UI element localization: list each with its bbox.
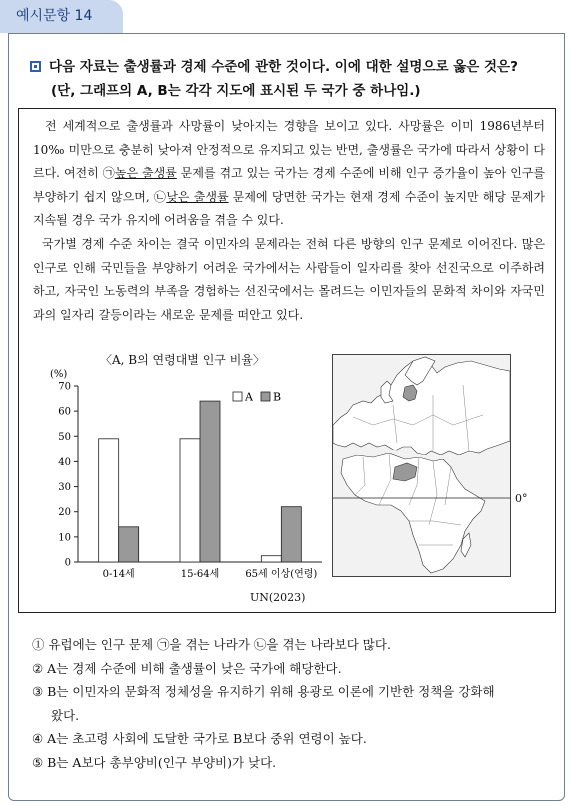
chart-source: UN(2023) xyxy=(250,591,306,604)
age-structure-bar-chart xyxy=(40,366,330,588)
y-tick-label: 70 xyxy=(58,381,71,393)
bar-b-1 xyxy=(119,527,139,562)
passage-text: 문제에 당면한 국가는 현재 경제 수준이 높지만 해당 문제가 지속될 경우 국가 유지에 어려움을 겪을 수 있다. xyxy=(33,189,545,228)
europe-africa-map xyxy=(332,354,511,577)
underlined-high-birthrate: 높은 출생률 xyxy=(114,166,177,181)
y-tick-label: 10 xyxy=(58,532,71,544)
underlined-low-birthrate: 낮은 출생률 xyxy=(166,189,229,204)
square-bullet-icon xyxy=(30,61,41,72)
choice-2[interactable]: ② A는 경제 수준에 비해 출생률이 낮은 국가에 해당한다. xyxy=(32,660,342,676)
legend-swatch-b xyxy=(261,392,270,401)
x-category-label: 0-14세 xyxy=(102,569,135,580)
legend-label-a: A xyxy=(245,390,253,404)
chart-title: 〈A, B의 연령대별 인구 비율〉 xyxy=(100,353,265,367)
choice-3-continued[interactable]: 왔다. xyxy=(51,707,80,723)
choice-5[interactable]: ⑤ B는 A보다 총부양비(인구 부양비)가 낮다. xyxy=(32,754,277,770)
bar-b-3 xyxy=(281,507,301,562)
passage-text: 문제를 겪고 있는 국가는 경제 수준에 비해 인구 증가율이 높아 인구를 부양하기 쉽지 않으며, ㉡ xyxy=(33,166,545,204)
bar-a-2 xyxy=(180,439,200,562)
answer-choices xyxy=(32,633,562,774)
highlighted-country-europe xyxy=(403,385,417,401)
legend-swatch-a xyxy=(233,392,242,401)
x-category-label: 65세 이상(연령) xyxy=(245,569,318,580)
passage-text: 국가별 경제 수준 차이는 결국 이민자의 문제라는 전혀 다른 방향의 인구 문제로 이어진다. 많은 인구로 인해 국민들을 부양하기 어려운 국가에서는 사람들이 일자리를 찾아 선진국으로 이주하려 하고, 자국인 노동력의 부족을 경험하는 선진국에서는 몰려드는 이민자들의 문화적 차이와 자국민과의 일자리 갈등이라는 새로운 문제를 떠안고 있다. xyxy=(33,237,545,322)
y-axis-unit: (%) xyxy=(50,369,68,380)
passage-text: 전 세계적으로 출생률과 사망률이 낮아지는 경향을 보이고 있다. 사망률은 이미 1986년부터 10‰ 미만으로 충분히 낮아져 안정적으로 유지되고 있는 반면, 출생률은 국가에 따라서 상황이 다르다. 여전히 ㉠ xyxy=(33,119,545,181)
legend-label-b: B xyxy=(273,390,282,404)
choice-3[interactable]: ③ B는 이민자의 문화적 정체성을 유지하기 위해 용광로 이론에 기반한 정책을 강화해 xyxy=(32,684,495,699)
y-tick-label: 40 xyxy=(58,456,71,468)
bar-b-2 xyxy=(200,401,220,562)
equator-label: 0° xyxy=(515,492,528,505)
y-tick-label: 30 xyxy=(58,482,71,494)
choice-4[interactable]: ④ A는 초고령 사회에 도달한 국가로 B보다 중위 연령이 높다. xyxy=(32,731,367,746)
passage-paragraph-2 xyxy=(33,233,545,327)
y-tick-label: 20 xyxy=(58,507,71,519)
bar-a-1 xyxy=(99,439,119,562)
y-tick-label: 0 xyxy=(64,557,71,569)
item-number-tab: 예시문항 14 xyxy=(0,0,123,33)
question-stem xyxy=(30,55,560,103)
question-line-2: (단, 그래프의 A, B는 각각 지도에 표시된 두 국가 중 하나임.) xyxy=(51,83,421,99)
y-tick-label: 50 xyxy=(58,431,71,443)
x-category-label: 15-64세 xyxy=(180,569,220,580)
y-tick-label: 60 xyxy=(58,406,71,418)
passage-paragraph-1 xyxy=(33,115,545,233)
choice-1[interactable]: ① 유럽에는 인구 문제 ㉠을 겪는 나라가 ㉡을 겪는 나라보다 많다. xyxy=(32,637,391,652)
question-line-1: 다음 자료는 출생률과 경제 수준에 관한 것이다. 이에 대한 설명으로 옳은 것은? xyxy=(49,59,518,75)
map-image xyxy=(333,355,510,576)
bar-a-3 xyxy=(261,556,281,562)
